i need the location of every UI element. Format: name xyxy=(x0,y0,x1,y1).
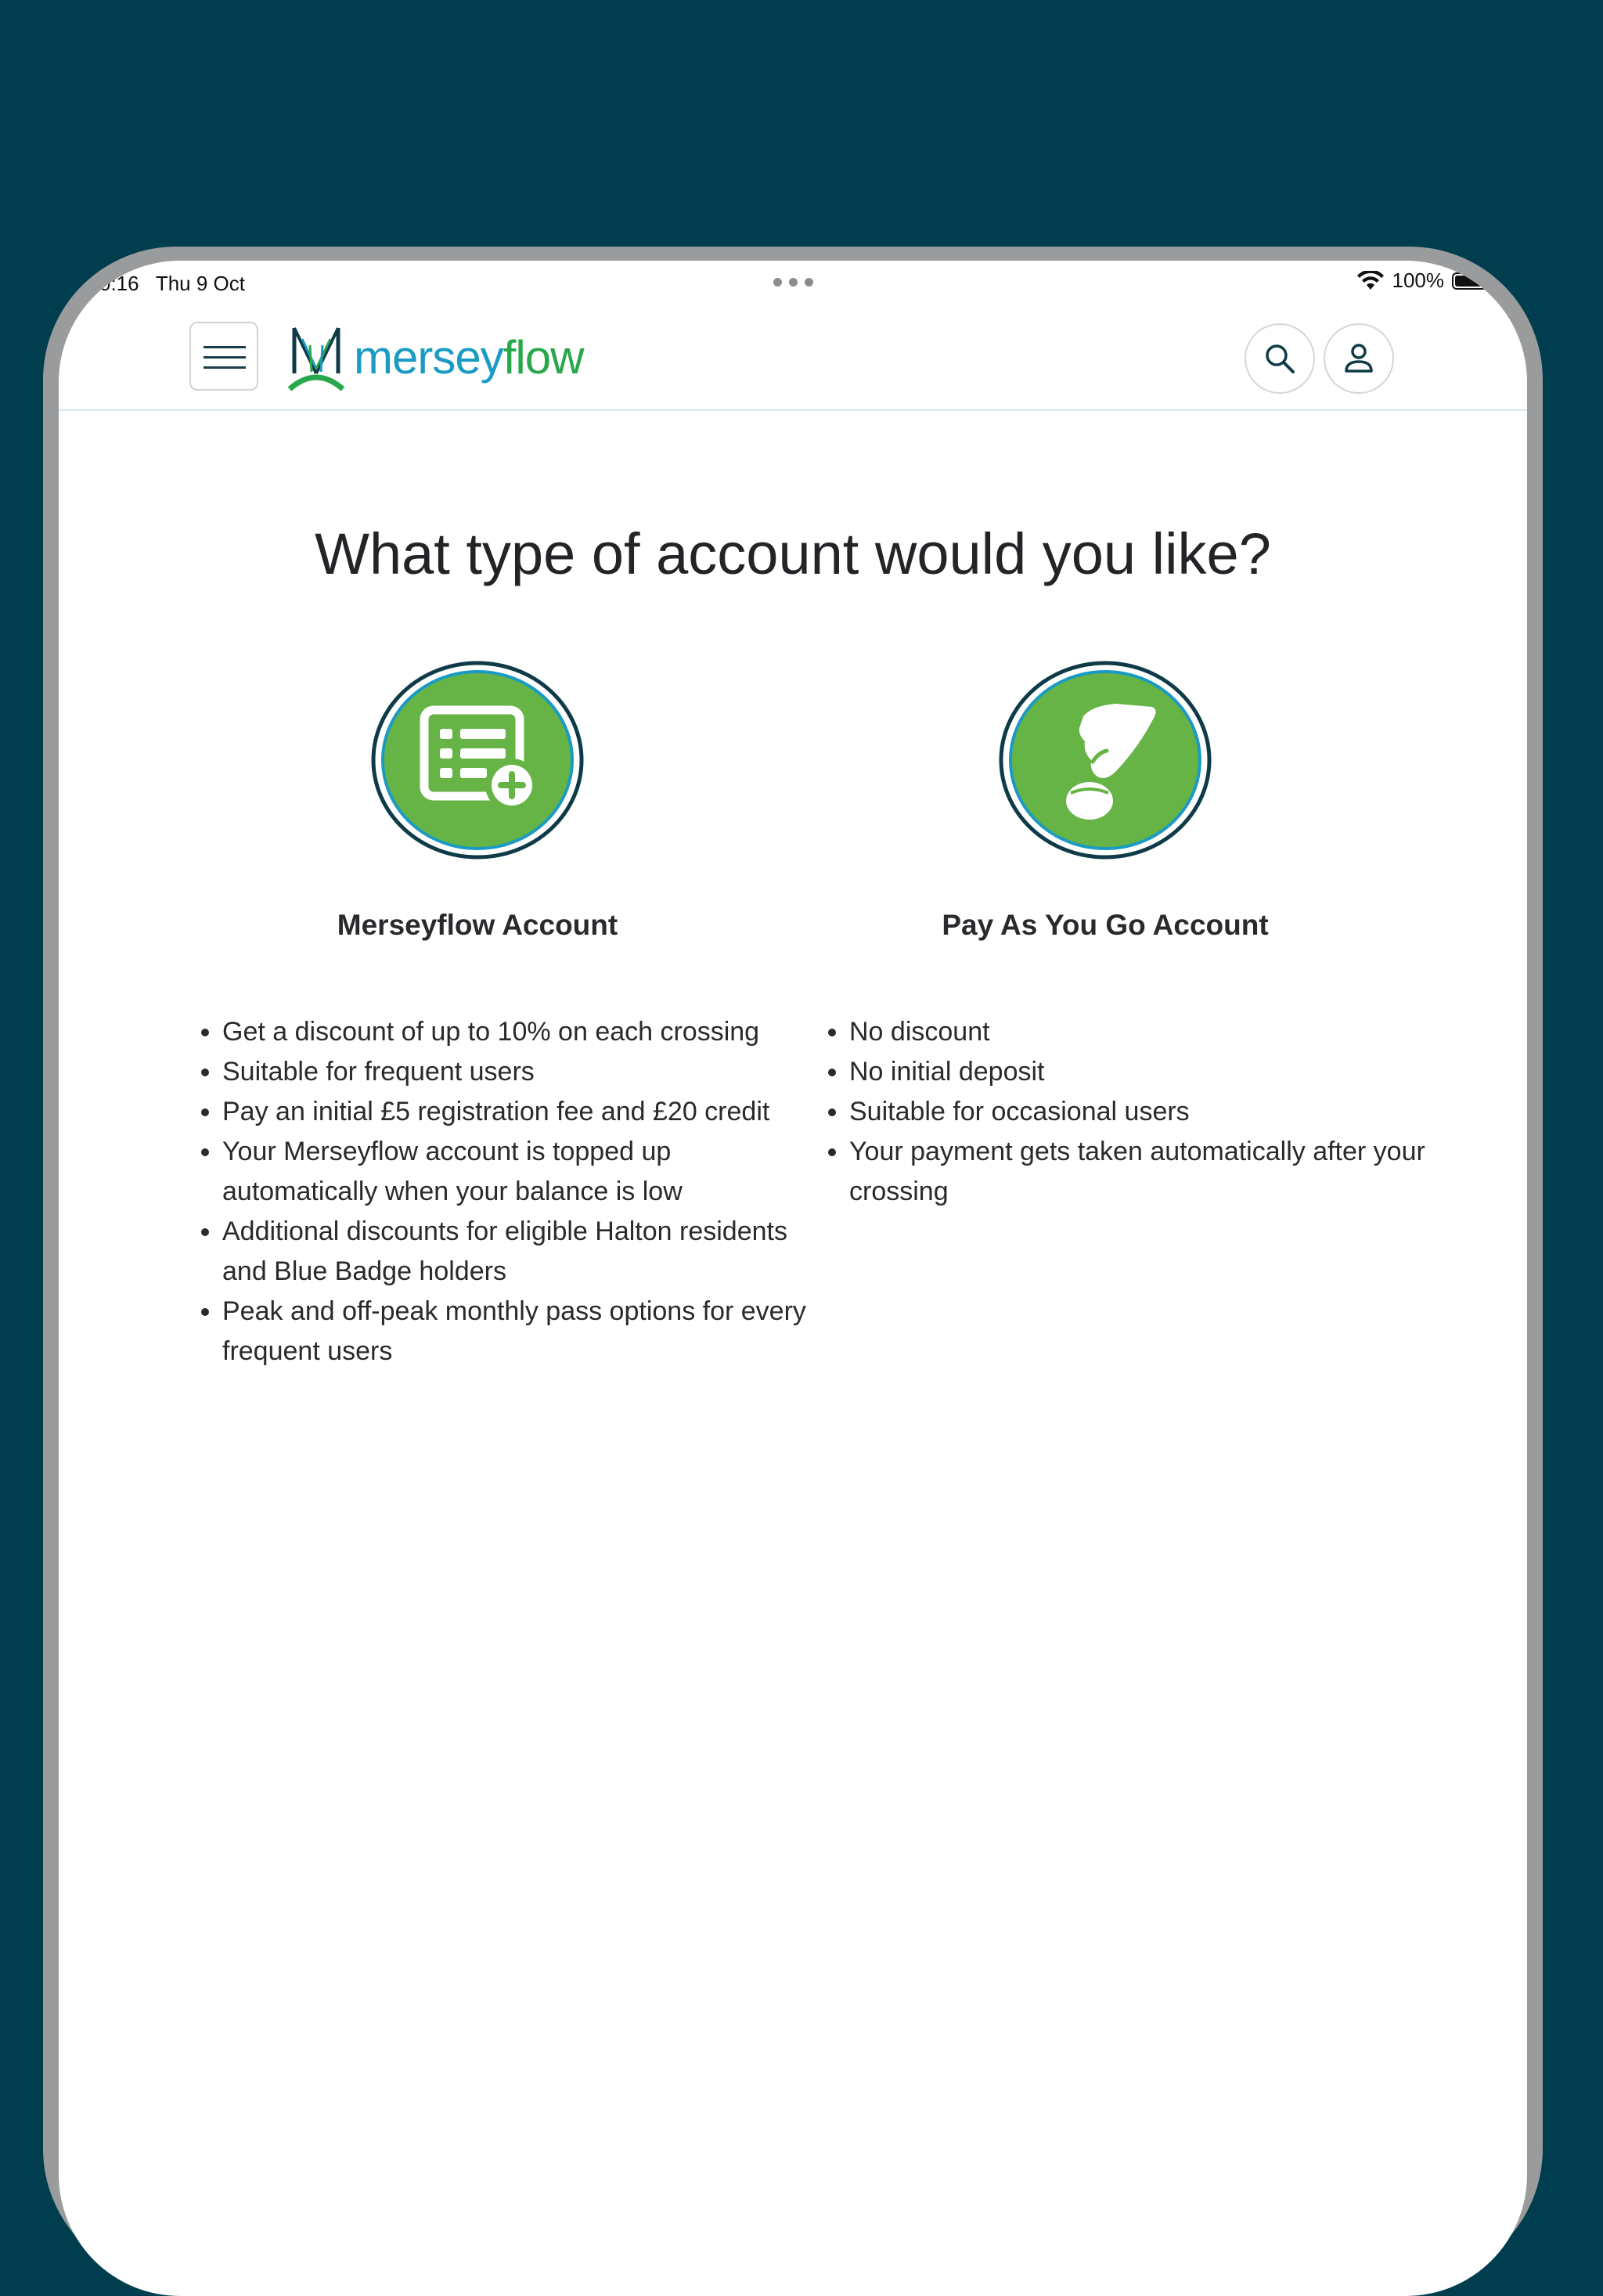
user-icon xyxy=(1342,341,1376,376)
list-item: • Peak and off-peak monthly pass options for every frequent users xyxy=(222,1292,833,1371)
merseyflow-logo[interactable] xyxy=(288,322,583,392)
search-button[interactable] xyxy=(1245,323,1315,394)
account-button[interactable] xyxy=(1324,323,1394,394)
menu-button[interactable] xyxy=(189,322,258,391)
list-item: • Your Merseyflow account is topped up automatically when your balance is low xyxy=(222,1132,833,1212)
page-title: What type of account would you like? xyxy=(315,521,1271,586)
list-item: • Your payment gets taken automatically after your crossing xyxy=(849,1132,1444,1212)
multitasking-dots-icon[interactable] xyxy=(773,278,813,287)
list-item: • Additional discounts for eligible Halton residents and Blue Badge holders xyxy=(222,1212,833,1292)
logo-wordmark: merseyflow xyxy=(354,330,584,384)
status-date: Thu 9 Oct xyxy=(155,272,245,295)
status-indicators xyxy=(1356,269,1490,293)
account-form-plus-icon[interactable] xyxy=(371,660,584,860)
status-bar xyxy=(59,261,1527,305)
merseyflow-account-features xyxy=(189,1012,833,1371)
list-item: • Pay an initial £5 registration fee and £20 credit xyxy=(222,1092,833,1132)
wifi-icon xyxy=(1356,271,1385,291)
list-item: • Suitable for occasional users xyxy=(849,1092,1444,1132)
app-screen xyxy=(59,261,1527,2296)
search-icon xyxy=(1263,341,1297,376)
list-item: • No discount xyxy=(849,1012,1444,1052)
list-item: • Get a discount of up to 10% on each crossing xyxy=(222,1012,833,1052)
status-time xyxy=(99,272,245,296)
battery-percentage: 100% xyxy=(1392,269,1444,292)
merseyflow-account-title[interactable]: Merseyflow Account xyxy=(337,909,618,941)
list-item: • No initial deposit xyxy=(849,1052,1444,1092)
bridge-logo-icon xyxy=(288,322,344,392)
status-clock: 0:16 xyxy=(99,272,139,295)
list-item: • Suitable for frequent users xyxy=(222,1052,833,1092)
battery-icon xyxy=(1452,272,1490,290)
pay-as-you-go-account-title[interactable]: Pay As You Go Account xyxy=(942,909,1269,941)
pay-as-you-go-features xyxy=(816,1012,1444,1212)
hand-coin-icon[interactable] xyxy=(999,660,1212,860)
site-header xyxy=(59,305,1527,411)
